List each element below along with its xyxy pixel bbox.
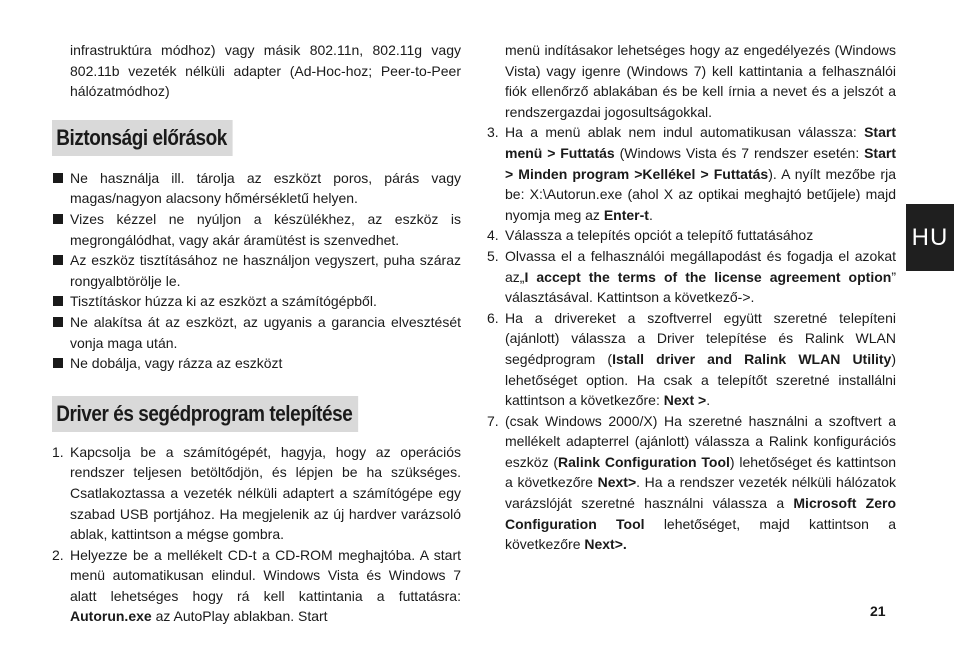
intro-paragraph: infrastruktúra módhoz) vagy másik 802.11n, 802.11g vagy 802.11b vezeték nélküli adapter (Ad-Hoc-hoz; Peer-to-Peer hálózatmódhoz): [70, 42, 461, 100]
step-number: 2.: [52, 546, 64, 563]
list-item: Tisztításkor húzza ki az eszközt a számítógépből.: [52, 291, 461, 312]
safety-heading: Biztonsági előrások: [52, 120, 233, 156]
list-item: Ne dobálja, vagy rázza az eszközt: [52, 353, 461, 374]
step-number: 4.: [487, 227, 499, 244]
list-item: Az eszköz tisztításához ne használjon vegyszert, puha száraz rongyalbtörölje le.: [52, 250, 461, 291]
step-number: 6.: [487, 309, 499, 326]
page-number: 21: [870, 603, 886, 619]
step-2: 2. Helyezze be a mellékelt CD-t a CD-ROM meghajtóba. A start menü automatikusan elindul. Windows Vista és Windows 7 alatt lehetséges hogy rá kell kattintania a futtatásra: Autorun.exe az AutoPlay ablakban. Start: [52, 546, 461, 625]
bullet-square-icon: [53, 296, 63, 306]
step-7: 7. (csak Windows 2000/X) Ha szeretné használni a szoftvert a mellékelt adapterrel (ajánlott) válassza a Ralink konfigurációs eszköz (Ralink Configuration Tool) lehetőséget és kattintson a következőre Next>. Ha a rendszer vezeték nélküli hálózatok varázslóját szeretné használni válassza a Microsoft Zero Configuration Tool lehetőséget, majd kattintson a következőre Next>.: [487, 412, 897, 553]
step-4: 4. Válassza a telepítés opciót a telepítő futtatásához: [487, 225, 896, 246]
continuation-paragraph: menü indításakor lehetséges hogy az engedélyezés (Windows Vista) vagy igenre (Windows 7) kell kattintania a felhasználói fiók ellenőrző ablakában és be kell írnia a nevet és a jelszót a rendszergazdai jogosultságokkal.: [505, 42, 896, 120]
step-number: 3.: [487, 124, 499, 141]
step-number: 1.: [52, 443, 64, 460]
step-3: 3. Ha a menü ablak nem indul automatikusan válassza: Start menü > Futtatás (Windows Vista és 7 rendszer esetén: Start > Minden program >Kellékel > Futtatás). A nyílt mezőbe rja be: X:\Autorun.exe (ahol X az optikai meghajtó betűjele) majd nyomja meg az Enter-t.: [487, 124, 896, 223]
left-column: [52, 40, 461, 627]
step-text: Kapcsolja be a számítógépét, hagyja, hogy az operációs rendszer teljesen betöltődjön, és lépjen be ha szükséges. Csatlakoztassa a vezeték nélküli adaptert a számítógépe egy szabad USB portjához. Ha megjelenik az új hardver varázsoló ablak, kattintson a mégse gombra.: [70, 443, 461, 543]
safety-heading-wrap: [52, 120, 461, 156]
step-number: 7.: [487, 412, 499, 429]
install-heading-wrap: [52, 396, 461, 432]
install-steps-left: [52, 442, 461, 627]
language-tab: HU: [906, 204, 954, 271]
bullet-square-icon: [53, 317, 63, 327]
step-number: 5.: [487, 247, 499, 264]
bullet-square-icon: [53, 255, 63, 265]
step-6: 6. Ha a drivereket a szoftverrel együtt szeretné telepíteni (ajánlott) válassza a Driver telepítése és Ralink WLAN segédprogram (Istall driver and Ralink WLAN Utility) lehetőséget option. Ha csak a telepítőt szeretné installálni kattintson a következőre: Next >.: [487, 309, 897, 409]
list-item: Ne használja ill. tárolja az eszközt poros, párás vagy magas/nagyon alacsony hőmérsékletű helyen.: [52, 168, 461, 209]
right-column: [487, 40, 896, 555]
bullet-square-icon: [53, 358, 63, 368]
bullet-square-icon: [53, 214, 63, 224]
list-item: Ne alakítsa át az eszközt, az ugyanis a garancia elvesztését vonja maga után.: [52, 312, 461, 353]
bullet-square-icon: [53, 173, 63, 183]
step-5: 5. Olvassa el a felhasználói megállapodást és fogadja el azokat az„I accept the terms of the license agreement option” választásával. Kattintson a következő->.: [487, 247, 896, 306]
step-1: [52, 442, 461, 545]
safety-list: [52, 168, 461, 374]
install-steps-right: [487, 122, 896, 554]
list-item: Vizes kézzel ne nyúljon a készülékhez, az eszköz is megrongálódhat, vagy akár áramütést is szenvedhet.: [52, 209, 461, 250]
install-heading: Driver és segédprogram telepítése: [52, 396, 358, 432]
